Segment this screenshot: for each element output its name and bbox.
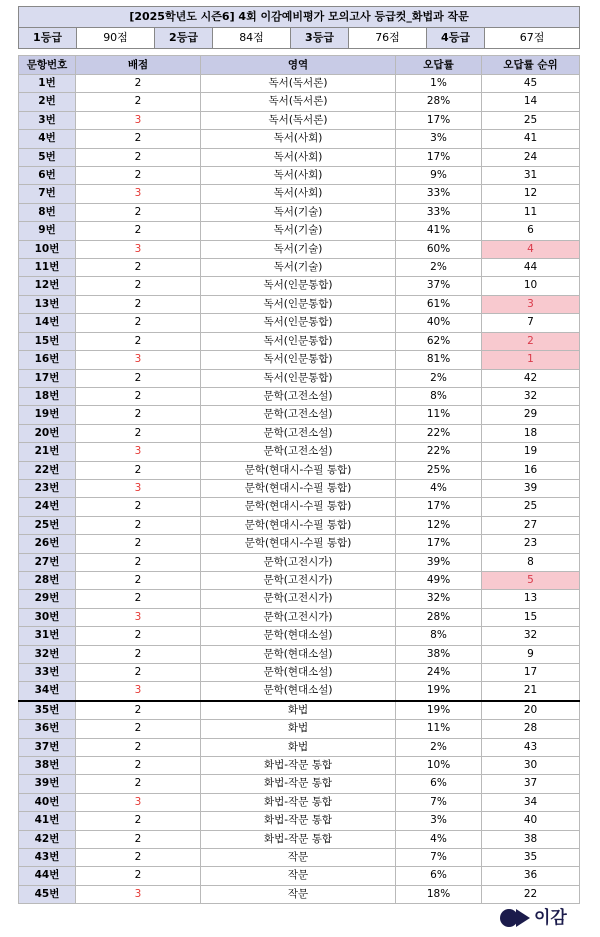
logo-triangle-icon — [516, 909, 530, 927]
error-rank-cell: 8 — [482, 553, 580, 571]
question-number-cell: 30번 — [19, 608, 76, 626]
score-cell: 3 — [76, 479, 201, 497]
question-number-cell: 39번 — [19, 775, 76, 793]
score-cell: 2 — [76, 830, 201, 848]
table-row — [19, 535, 580, 553]
table-row — [19, 608, 580, 626]
question-number-cell: 13번 — [19, 295, 76, 313]
area-cell: 문학(고전소설) — [201, 424, 396, 442]
error-rate-cell: 33% — [396, 203, 482, 221]
question-number-cell: 11번 — [19, 259, 76, 277]
area-cell: 화법-작문 통합 — [201, 812, 396, 830]
table-row — [19, 167, 580, 185]
score-cell: 2 — [76, 775, 201, 793]
error-rate-cell: 17% — [396, 498, 482, 516]
area-cell: 독서(기술) — [201, 222, 396, 240]
error-rate-cell: 24% — [396, 664, 482, 682]
area-cell: 독서(사회) — [201, 185, 396, 203]
question-number-cell: 36번 — [19, 720, 76, 738]
error-rank-cell: 9 — [482, 645, 580, 663]
table-row — [19, 203, 580, 221]
error-rank-cell: 39 — [482, 479, 580, 497]
score-cell: 3 — [76, 793, 201, 811]
question-number-cell: 20번 — [19, 424, 76, 442]
error-rate-cell: 40% — [396, 314, 482, 332]
question-number-cell: 28번 — [19, 571, 76, 589]
question-number-cell: 26번 — [19, 535, 76, 553]
error-rank-cell: 2 — [482, 332, 580, 350]
error-rank-cell: 29 — [482, 406, 580, 424]
error-rate-cell: 37% — [396, 277, 482, 295]
error-rank-cell: 10 — [482, 277, 580, 295]
grade-cut-table — [18, 6, 580, 49]
area-cell: 독서(독서론) — [201, 93, 396, 111]
error-rank-cell: 44 — [482, 259, 580, 277]
score-cell: 2 — [76, 720, 201, 738]
table-row — [19, 590, 580, 608]
error-rank-cell: 20 — [482, 701, 580, 720]
error-rate-cell: 12% — [396, 516, 482, 534]
question-number-cell: 22번 — [19, 461, 76, 479]
question-number-cell: 14번 — [19, 314, 76, 332]
error-rate-cell: 3% — [396, 812, 482, 830]
error-rate-cell: 17% — [396, 111, 482, 129]
table-row — [19, 461, 580, 479]
error-rank-cell: 41 — [482, 130, 580, 148]
column-header: 오답률 — [396, 56, 482, 75]
error-rate-cell: 2% — [396, 738, 482, 756]
error-rank-cell: 36 — [482, 867, 580, 885]
error-rank-cell: 13 — [482, 590, 580, 608]
score-cell: 2 — [76, 222, 201, 240]
score-cell: 2 — [76, 812, 201, 830]
score-cell: 2 — [76, 93, 201, 111]
table-row — [19, 332, 580, 350]
error-rate-cell: 60% — [396, 240, 482, 258]
table-row — [19, 885, 580, 903]
area-cell: 문학(현대시-수필 통합) — [201, 461, 396, 479]
question-number-cell: 4번 — [19, 130, 76, 148]
question-number-cell: 6번 — [19, 167, 76, 185]
table-row — [19, 849, 580, 867]
error-rank-cell: 35 — [482, 849, 580, 867]
table-header-row — [19, 56, 580, 75]
area-cell: 문학(현대시-수필 통합) — [201, 516, 396, 534]
error-rate-cell: 41% — [396, 222, 482, 240]
table-row — [19, 812, 580, 830]
column-header: 오답률 순위 — [482, 56, 580, 75]
question-number-cell: 27번 — [19, 553, 76, 571]
table-row — [19, 498, 580, 516]
score-cell: 2 — [76, 757, 201, 775]
table-row — [19, 738, 580, 756]
question-number-cell: 29번 — [19, 590, 76, 608]
table-row — [19, 314, 580, 332]
question-number-cell: 45번 — [19, 885, 76, 903]
question-number-cell: 41번 — [19, 812, 76, 830]
area-cell: 독서(사회) — [201, 167, 396, 185]
table-row — [19, 148, 580, 166]
area-cell: 화법 — [201, 720, 396, 738]
score-cell: 3 — [76, 351, 201, 369]
error-rank-cell: 1 — [482, 351, 580, 369]
table-row — [19, 277, 580, 295]
area-cell: 독서(인문통합) — [201, 351, 396, 369]
score-cell: 2 — [76, 167, 201, 185]
area-cell: 문학(현대소설) — [201, 645, 396, 663]
error-rate-cell: 18% — [396, 885, 482, 903]
error-rate-cell: 2% — [396, 259, 482, 277]
area-cell: 독서(인문통합) — [201, 369, 396, 387]
grade-value: 84점 — [213, 28, 291, 49]
question-number-cell: 21번 — [19, 443, 76, 461]
area-cell: 작문 — [201, 867, 396, 885]
score-cell: 2 — [76, 701, 201, 720]
table-row — [19, 295, 580, 313]
score-cell: 2 — [76, 277, 201, 295]
error-rate-cell: 7% — [396, 793, 482, 811]
table-row — [19, 111, 580, 129]
error-rank-cell: 45 — [482, 75, 580, 93]
error-rate-cell: 8% — [396, 627, 482, 645]
grade-label: 3등급 — [291, 28, 349, 49]
error-rate-cell: 28% — [396, 93, 482, 111]
question-number-cell: 3번 — [19, 111, 76, 129]
score-cell: 2 — [76, 314, 201, 332]
area-cell: 화법 — [201, 738, 396, 756]
score-cell: 2 — [76, 406, 201, 424]
table-row — [19, 351, 580, 369]
error-rank-cell: 32 — [482, 387, 580, 405]
error-rate-cell: 49% — [396, 571, 482, 589]
error-rank-cell: 6 — [482, 222, 580, 240]
question-number-cell: 2번 — [19, 93, 76, 111]
table-row — [19, 443, 580, 461]
area-cell: 문학(현대소설) — [201, 627, 396, 645]
error-rate-cell: 39% — [396, 553, 482, 571]
score-cell: 2 — [76, 75, 201, 93]
table-row — [19, 757, 580, 775]
table-row — [19, 240, 580, 258]
grade-label: 4등급 — [427, 28, 485, 49]
grade-value: 67점 — [485, 28, 580, 49]
error-rank-cell: 19 — [482, 443, 580, 461]
error-rank-cell: 21 — [482, 682, 580, 701]
question-number-cell: 23번 — [19, 479, 76, 497]
table-row — [19, 571, 580, 589]
score-cell: 2 — [76, 738, 201, 756]
area-cell: 문학(고전소설) — [201, 387, 396, 405]
table-row — [19, 830, 580, 848]
question-number-cell: 40번 — [19, 793, 76, 811]
error-rate-cell: 1% — [396, 75, 482, 93]
score-cell: 2 — [76, 295, 201, 313]
score-cell: 2 — [76, 461, 201, 479]
error-rate-cell: 22% — [396, 443, 482, 461]
question-number-cell: 32번 — [19, 645, 76, 663]
error-rank-cell: 14 — [482, 93, 580, 111]
area-cell: 문학(현대소설) — [201, 682, 396, 701]
area-cell: 문학(고전시가) — [201, 571, 396, 589]
grade-label: 2등급 — [155, 28, 213, 49]
area-cell: 독서(독서론) — [201, 75, 396, 93]
table-row — [19, 553, 580, 571]
error-rate-cell: 10% — [396, 757, 482, 775]
question-number-cell: 33번 — [19, 664, 76, 682]
table-row — [19, 516, 580, 534]
table-row — [19, 682, 580, 701]
error-rank-cell: 28 — [482, 720, 580, 738]
question-number-cell: 19번 — [19, 406, 76, 424]
question-number-cell: 15번 — [19, 332, 76, 350]
grade-value: 90점 — [77, 28, 155, 49]
error-rate-cell: 9% — [396, 167, 482, 185]
question-number-cell: 12번 — [19, 277, 76, 295]
table-row — [19, 720, 580, 738]
question-number-cell: 44번 — [19, 867, 76, 885]
page-title: [2025학년도 시즌6] 4회 이감예비평가 모의고사 등급컷_화법과 작문 — [19, 7, 580, 28]
area-cell: 문학(고전소설) — [201, 443, 396, 461]
score-cell: 3 — [76, 608, 201, 626]
error-rank-cell: 30 — [482, 757, 580, 775]
question-number-cell: 42번 — [19, 830, 76, 848]
table-row — [19, 185, 580, 203]
area-cell: 독서(인문통합) — [201, 314, 396, 332]
error-rank-cell: 34 — [482, 793, 580, 811]
area-cell: 문학(고전시가) — [201, 608, 396, 626]
table-row — [19, 645, 580, 663]
score-cell: 3 — [76, 111, 201, 129]
area-cell: 작문 — [201, 849, 396, 867]
table-row — [19, 664, 580, 682]
error-rate-cell: 4% — [396, 830, 482, 848]
question-number-cell: 43번 — [19, 849, 76, 867]
score-cell: 2 — [76, 664, 201, 682]
error-rate-cell: 2% — [396, 369, 482, 387]
score-cell: 2 — [76, 516, 201, 534]
score-table-container — [18, 6, 579, 904]
score-cell: 2 — [76, 259, 201, 277]
error-rank-cell: 37 — [482, 775, 580, 793]
table-row — [19, 479, 580, 497]
logo-text: 이감 — [534, 908, 567, 928]
question-number-cell: 17번 — [19, 369, 76, 387]
table-row — [19, 369, 580, 387]
score-cell: 2 — [76, 203, 201, 221]
error-rank-cell: 17 — [482, 664, 580, 682]
error-rate-cell: 28% — [396, 608, 482, 626]
question-number-cell: 8번 — [19, 203, 76, 221]
question-number-cell: 10번 — [19, 240, 76, 258]
score-cell: 2 — [76, 424, 201, 442]
score-cell: 3 — [76, 885, 201, 903]
error-rank-cell: 12 — [482, 185, 580, 203]
score-cell: 2 — [76, 130, 201, 148]
error-rate-cell: 6% — [396, 867, 482, 885]
error-rank-cell: 5 — [482, 571, 580, 589]
area-cell: 독서(기술) — [201, 203, 396, 221]
error-rate-cell: 81% — [396, 351, 482, 369]
table-row — [19, 775, 580, 793]
table-row — [19, 406, 580, 424]
column-header: 배점 — [76, 56, 201, 75]
area-cell: 화법-작문 통합 — [201, 757, 396, 775]
area-cell: 화법 — [201, 701, 396, 720]
score-cell: 2 — [76, 590, 201, 608]
score-cell: 2 — [76, 867, 201, 885]
score-cell: 2 — [76, 627, 201, 645]
score-cell: 2 — [76, 498, 201, 516]
score-cell: 2 — [76, 849, 201, 867]
table-row — [19, 93, 580, 111]
area-cell: 독서(독서론) — [201, 111, 396, 129]
score-cell: 2 — [76, 645, 201, 663]
score-cell: 2 — [76, 571, 201, 589]
table-row — [19, 75, 580, 93]
error-rank-cell: 25 — [482, 498, 580, 516]
score-cell: 3 — [76, 443, 201, 461]
column-header: 문항번호 — [19, 56, 76, 75]
error-rank-cell: 4 — [482, 240, 580, 258]
table-row — [19, 627, 580, 645]
error-rank-cell: 16 — [482, 461, 580, 479]
error-rate-cell: 17% — [396, 535, 482, 553]
error-rate-cell: 7% — [396, 849, 482, 867]
area-cell: 독서(인문통합) — [201, 295, 396, 313]
area-cell: 독서(인문통합) — [201, 332, 396, 350]
score-cell: 2 — [76, 148, 201, 166]
question-number-cell: 5번 — [19, 148, 76, 166]
question-rows — [19, 75, 580, 904]
error-rank-cell: 11 — [482, 203, 580, 221]
error-rate-cell: 3% — [396, 130, 482, 148]
error-rate-cell: 62% — [396, 332, 482, 350]
score-cell: 3 — [76, 185, 201, 203]
score-cell: 3 — [76, 240, 201, 258]
question-number-cell: 25번 — [19, 516, 76, 534]
area-cell: 문학(고전시가) — [201, 590, 396, 608]
error-rank-cell: 40 — [482, 812, 580, 830]
question-number-cell: 16번 — [19, 351, 76, 369]
error-rate-cell: 11% — [396, 720, 482, 738]
question-number-cell: 37번 — [19, 738, 76, 756]
error-rank-cell: 7 — [482, 314, 580, 332]
question-number-cell: 7번 — [19, 185, 76, 203]
score-cell: 2 — [76, 535, 201, 553]
table-row — [19, 701, 580, 720]
grade-label: 1등급 — [19, 28, 77, 49]
table-row — [19, 867, 580, 885]
error-rank-cell: 25 — [482, 111, 580, 129]
question-number-cell: 9번 — [19, 222, 76, 240]
table-row — [19, 130, 580, 148]
error-rate-cell: 38% — [396, 645, 482, 663]
area-cell: 독서(기술) — [201, 240, 396, 258]
area-cell: 화법-작문 통합 — [201, 793, 396, 811]
error-rank-cell: 31 — [482, 167, 580, 185]
column-header: 영역 — [201, 56, 396, 75]
area-cell: 독서(인문통합) — [201, 277, 396, 295]
grade-value: 76점 — [349, 28, 427, 49]
error-rank-cell: 3 — [482, 295, 580, 313]
question-number-cell: 1번 — [19, 75, 76, 93]
error-rank-cell: 15 — [482, 608, 580, 626]
error-rate-cell: 4% — [396, 479, 482, 497]
area-cell: 독서(사회) — [201, 148, 396, 166]
question-number-cell: 35번 — [19, 701, 76, 720]
error-rank-cell: 32 — [482, 627, 580, 645]
table-row — [19, 387, 580, 405]
score-cell: 3 — [76, 682, 201, 701]
error-rank-cell: 42 — [482, 369, 580, 387]
score-cell: 2 — [76, 332, 201, 350]
error-rank-cell: 18 — [482, 424, 580, 442]
error-rate-cell: 19% — [396, 701, 482, 720]
area-cell: 독서(기술) — [201, 259, 396, 277]
area-cell: 문학(현대소설) — [201, 664, 396, 682]
score-cell: 2 — [76, 369, 201, 387]
area-cell: 문학(현대시-수필 통합) — [201, 479, 396, 497]
question-number-cell: 31번 — [19, 627, 76, 645]
error-rank-cell: 27 — [482, 516, 580, 534]
error-rank-cell: 38 — [482, 830, 580, 848]
error-rate-cell: 32% — [396, 590, 482, 608]
table-row — [19, 793, 580, 811]
table-row — [19, 222, 580, 240]
question-number-cell: 34번 — [19, 682, 76, 701]
area-cell: 화법-작문 통합 — [201, 775, 396, 793]
area-cell: 문학(현대시-수필 통합) — [201, 535, 396, 553]
error-rate-cell: 11% — [396, 406, 482, 424]
question-number-cell: 24번 — [19, 498, 76, 516]
area-cell: 독서(사회) — [201, 130, 396, 148]
error-rate-cell: 6% — [396, 775, 482, 793]
error-rate-cell: 8% — [396, 387, 482, 405]
error-rate-cell: 25% — [396, 461, 482, 479]
table-row — [19, 424, 580, 442]
score-cell: 2 — [76, 553, 201, 571]
error-rate-cell: 33% — [396, 185, 482, 203]
brand-logo — [500, 906, 580, 930]
grade-cut-row — [19, 28, 580, 49]
question-number-cell: 18번 — [19, 387, 76, 405]
error-rank-cell: 24 — [482, 148, 580, 166]
area-cell: 작문 — [201, 885, 396, 903]
question-number-cell: 38번 — [19, 757, 76, 775]
area-cell: 문학(고전소설) — [201, 406, 396, 424]
area-cell: 문학(고전시가) — [201, 553, 396, 571]
error-rate-cell: 19% — [396, 682, 482, 701]
error-rate-cell: 17% — [396, 148, 482, 166]
area-cell: 화법-작문 통합 — [201, 830, 396, 848]
question-table — [18, 55, 580, 904]
area-cell: 문학(현대시-수필 통합) — [201, 498, 396, 516]
table-row — [19, 259, 580, 277]
error-rank-cell: 23 — [482, 535, 580, 553]
error-rate-cell: 22% — [396, 424, 482, 442]
error-rank-cell: 22 — [482, 885, 580, 903]
error-rate-cell: 61% — [396, 295, 482, 313]
error-rank-cell: 43 — [482, 738, 580, 756]
score-cell: 2 — [76, 387, 201, 405]
